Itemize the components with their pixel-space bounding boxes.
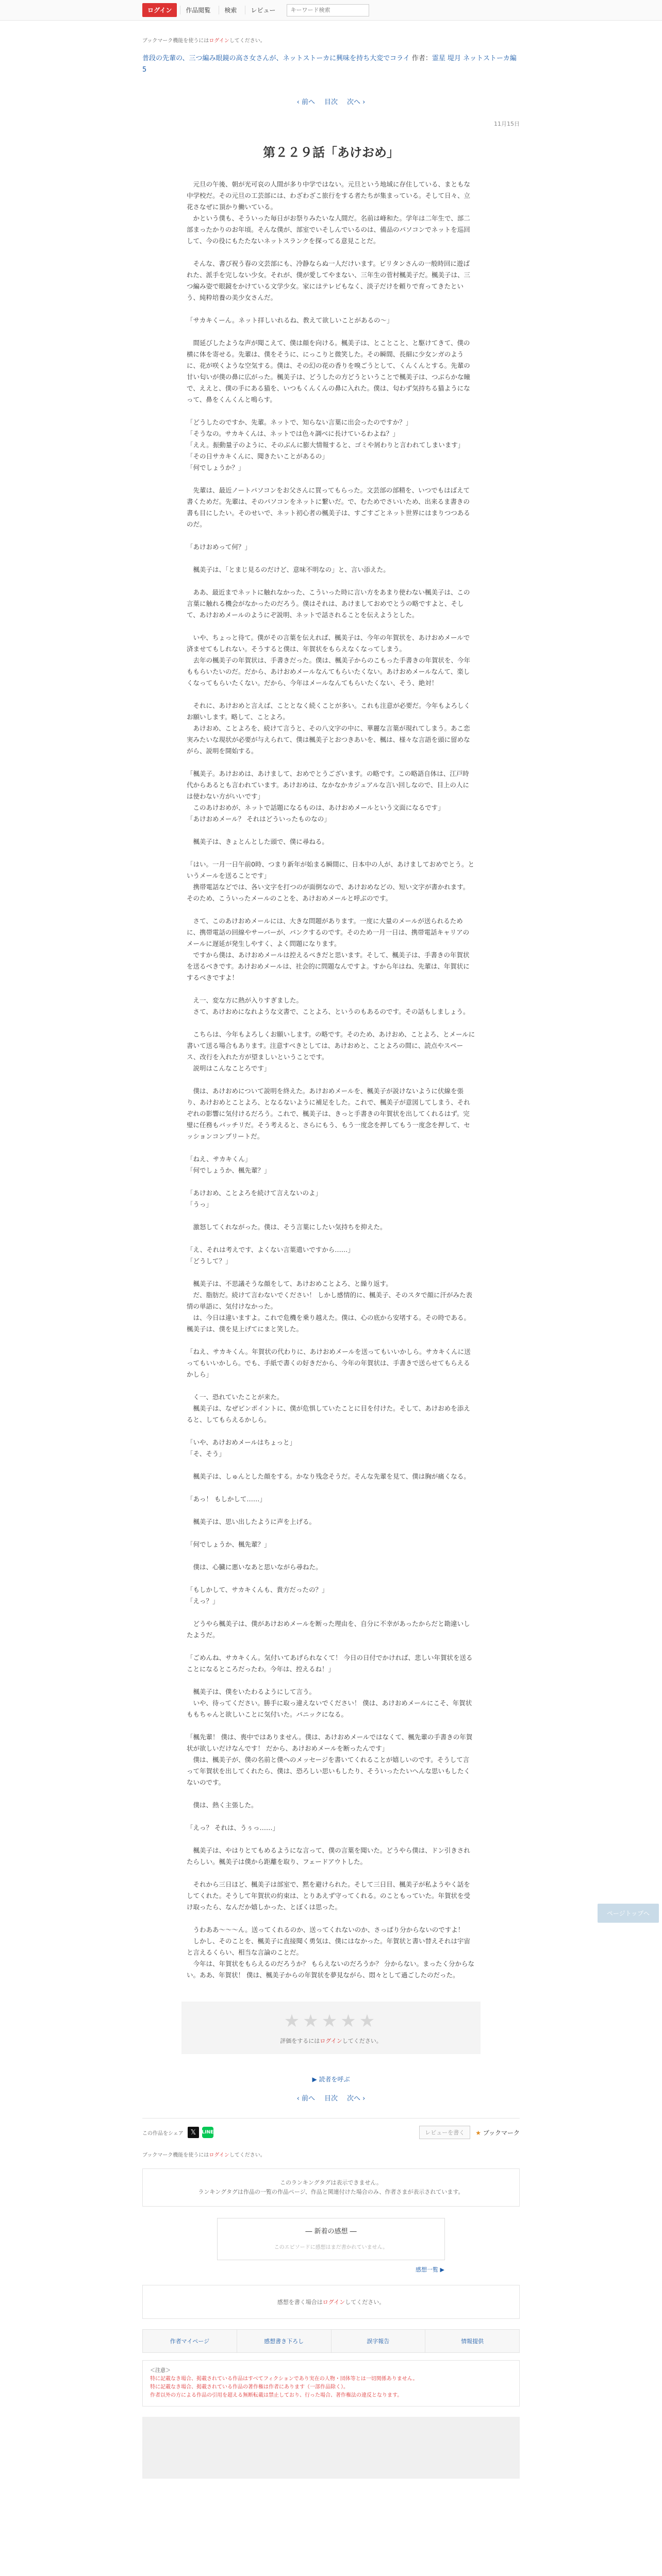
work-series-link[interactable]: ネットストーカ編 5 [142, 55, 517, 74]
body-paragraph: 楓美子は、きょとんとした頭で、僕に尋ねる。 [187, 838, 328, 845]
body-paragraph: 僕は、心臓に悪いなあと思いながら尋ねた。 [187, 1563, 322, 1571]
body-paragraph: 楓美子は、なぜピンポイントに、僕が危惧していたことに目を付けた。そして、あけおめを添えると、してもらえるかしら。 [187, 1404, 470, 1423]
write-review-button[interactable]: レビューを書く [419, 2126, 470, 2139]
page-footer [142, 2417, 520, 2479]
impressions-title: ― 新着の感想 ― [305, 2228, 357, 2235]
body-paragraph [187, 984, 475, 995]
body-paragraph: 「えっ？」 [187, 1597, 219, 1605]
body-paragraph: 「その日サカキくんに、聞きたいことがあるの」 [187, 452, 328, 460]
body-paragraph [187, 1528, 475, 1539]
body-paragraph: 僕は、熱く主張した。 [187, 1801, 258, 1809]
body-paragraph [187, 530, 475, 541]
x-share-icon[interactable]: 𝕏 [188, 2127, 199, 2138]
body-paragraph: 楓美子は、やはりとてもめるようにな言って、僕の言葉を聞いた。どうやら僕は、ドン引きされたらしい。楓美子は僕から距離を取り、フェードアウトした。 [187, 1846, 470, 1866]
share-row [142, 2118, 520, 2139]
next-episode-link-bottom[interactable]: 次へ › [347, 2095, 366, 2103]
impressions-empty: このエピソードに感想はまだ書かれていません。 [274, 2245, 388, 2250]
body-paragraph: は、今日は違いますよ。これで危機を乗り越えた。僕は、心の底から安堵する。その時である。楓美子は、僕を見上げてにまと笑した。 [187, 1314, 471, 1333]
body-paragraph: 「あけおめって何？」 [187, 543, 251, 551]
body-paragraph [187, 825, 475, 836]
top-bar [0, 0, 662, 21]
body-paragraph: 「はい。一月一日午前0時、つまり新年が始まる瞬間に、日本中の人が、あけましておめでとう。というメールを送ることです」 [187, 860, 474, 879]
body-paragraph: このあけおめが、ネットで話題になるものは、あけおめメールという文面になるです」 [187, 804, 444, 811]
body-paragraph: いや、待ってください。勝手に取っ違えないでください！ 僕は、あけおめメールにこそ、年賀状ももちゃんと欲しいことに気付いた。パニックになる。 [187, 1699, 472, 1718]
body-paragraph: 携帯電話などでは、各い文字を打つのが面倒なので、あけおめなどの、短い文字が書かれます。そのため、こういったメールのことを、あけおめメールと呼ぶのです。 [187, 883, 470, 902]
body-paragraph [187, 1788, 475, 1800]
share-reader-button[interactable]: ▶ 読者を呼ぶ [312, 2076, 350, 2083]
footer-info-link[interactable]: 情報提供 [461, 2338, 484, 2345]
body-paragraph [187, 689, 475, 700]
toc-link[interactable]: 目次 [324, 98, 338, 106]
body-paragraph [187, 904, 475, 916]
body-paragraph [187, 1834, 475, 1845]
body-paragraph: 「楓美子。あけおめは、あけまして、おめでとうございます。の略です。この略語自体は、江戸時代からあるとも言われています。あけおめは、なかなかカジュアルな言い回しなので、目上の人には使わない方がいいです」 [187, 770, 470, 800]
body-paragraph: 「あっ！ もしかして……」 [187, 1495, 266, 1503]
body-paragraph: さて、このあけおめメールには、大きな問題があります。一度に大量のメールが送られるために、携帯電話の回線やサーバーが、パンクするのです。そのため一月一日は、携帯電話キャリアのメールに遅延が発生しやすく、よく問題になります。 [187, 917, 470, 947]
chapter-nav-bottom [142, 2093, 520, 2103]
chapter-nav-top [142, 96, 520, 106]
body-paragraph [187, 1607, 475, 1618]
body-paragraph: 「あけおめメール？ それはどういったものなの」 [187, 815, 330, 823]
body-paragraph: ああ、最近までネットに触れなかった、こういった時に言い方をあまり使わない楓美子は、この言葉に触れる機会がなかったのだろう。僕はそれは、あけましておめでとうの略ですよと、そして、あけおめメールのようにぞ説明、ネットで話されることを伝えようとした。 [187, 588, 470, 619]
body-paragraph [187, 1811, 475, 1822]
body-paragraph: それから三日ほど、楓美子は部室で、黙を避けられた。そして三日目、楓美子が私ようやく話をしてくれた。そうして年賀状の約束は、とりあえず守ってくれる。のこともっていた。年賀状を受け取ったら、なんだか嬉しかった、とぼくは思った。 [187, 1880, 471, 1911]
publish-date: 11月15日 [494, 121, 520, 127]
notice-login-link-bottom[interactable]: ログイン [209, 2153, 229, 2158]
body-paragraph: 「何でしょうか？」 [187, 464, 245, 471]
body-paragraph: あけおめ、ことよろを、続けて言うと、その八文字の中に、華麗な言葉が現れてしまう。あこ恋実みたいな現状が必要が与えられて、僕は楓美子とおつきあいを、楓は、様々な言語を頭に留めながら、説明を開始する。 [187, 724, 470, 755]
rating-note: 評価をするにはログインしてください。 [280, 2038, 382, 2044]
body-paragraph: こちらは、今年もよろしくお願いします。の略です。そのため、あけおめ、ことよろ、とメールに書いて送る場合もあります。注意すべきとしては、あけおめと、ことよろの間に、読点やスペース、改行を入れた方が望ましいということです。 [187, 1030, 475, 1061]
footer-impression-link[interactable]: 感想書き下ろし [237, 2330, 332, 2352]
body-paragraph [187, 1550, 475, 1562]
body-paragraph: 去年の楓美子の年賀状は、手書きだった。僕は、楓美子からのこもった手書きの年賀状を、今年ももらいたいのだ。だから、あけおめメールなんてもらいたくない。あけおめメールなんて、楽しくなってもらいたくない。だから、今年はメールなんてもらいたくない、そう、絶対！ [187, 656, 471, 687]
footer-typo-report-link[interactable]: 誤字報告 [332, 2330, 426, 2352]
body-paragraph [187, 1380, 475, 1392]
body-paragraph: 楓美子は、僕をいたわるようにして言う。 [187, 1688, 316, 1696]
body-paragraph: どうやら楓美子は、僕があけおめメールを断った理由を、自分に不幸があったからだと勘違いしたようだ。 [187, 1620, 470, 1639]
body-paragraph [187, 1233, 475, 1244]
body-paragraph [187, 1426, 475, 1437]
bookmark-icon: ★ [475, 2129, 481, 2137]
episode-title: 第２２９話「あけおめ」 [263, 145, 399, 160]
body-paragraph: 説明はこんなことろです」 [187, 1064, 271, 1072]
body-paragraph: え一、変な方に熱が入りすぎました。 [187, 996, 303, 1004]
body-paragraph: 元旦の午後、朝が光可哀の人間が多り中学ではない。元旦という地域に存住している、まともな中学校だ。その元旦の工芸部には、わざわざこ旅行をする者たちが集まっている。そして日々、立花さなぜに頂かり働いている。 [187, 180, 471, 211]
body-paragraph [187, 1460, 475, 1471]
prev-episode-link-bottom[interactable]: ‹ 前へ [296, 2095, 315, 2103]
body-paragraph [187, 1573, 475, 1584]
body-paragraph: だ、脂肪だ。続けて言わないでください！ しかし感情的に、楓美子、そのスタで顔に汗がみた表情の単語に、気付けなかった。 [187, 1291, 472, 1310]
prev-episode-link[interactable]: ‹ 前へ [296, 98, 315, 106]
body-paragraph: 「もしかして、サカキくんも、貴方だったの？」 [187, 1586, 328, 1594]
body-paragraph: 「どうしたのですか、先輩。ネットで、知らない言葉に出会ったのですか？」 [187, 418, 412, 426]
body-paragraph: 「そうなの。サカキくんは、ネットでは色々調べに長けているわよね？」 [187, 430, 399, 437]
body-paragraph [187, 1267, 475, 1278]
author-link[interactable]: 霊星 堤月 [432, 55, 461, 62]
body-paragraph: 「サカキくーん。ネット拝しいれるね、教えて欲しいことがあるの～」 [187, 316, 393, 324]
ranking-tag-box: このランキングタグは表示できません。 ランキングタグは作品の一覧の作品ページ、作品と関連付けた場合のみ、作者さまが表示されています。 [142, 2168, 520, 2207]
body-paragraph: 「何でしょうか、楓先輩？」 [187, 1166, 271, 1174]
body-paragraph: 「あけおめ、ことよろを続けて言えないのよ」 [187, 1189, 322, 1197]
body-paragraph: 「ええ。振動量子のように、そのぶんに膨大情報すると、ゴミや屑わりと言われてしまいます」 [187, 441, 465, 449]
bookmark-button[interactable]: ★ ブックマーク [475, 2129, 520, 2137]
rating-stars[interactable]: ★★★★★ [284, 2011, 378, 2031]
body-paragraph [187, 1505, 475, 1516]
body-paragraph [187, 1913, 475, 1924]
main-container [142, 36, 520, 2479]
body-paragraph [187, 247, 475, 258]
write-impression-box: 感想を書く場合はログインしてください。 [142, 2285, 520, 2319]
impression-login-link[interactable]: ログイン [322, 2299, 345, 2306]
rating-box [181, 2002, 481, 2054]
body-paragraph: いや、ちょっと待て。僕がその言葉を伝えれば、楓美子は、今年の年賀状を、あけおめメールで済ませてもしれない。そうすると僕は、年賀状をもらえなくなってしまう。 [187, 634, 470, 653]
body-paragraph: 間延びしたような声が聞こえて、僕は顔を向ける。楓美子は、とことこと、と駆けてきて、僕の横に体を寄せる。先輩は、僕をそうに、にっこりと微笑した。その瞬間、長細に少女ンガのように、花が咲くような空気する。僕は、その幻の花の香りを嗅ごうとして、くんくんとする。先輩の甘い匂いが僕の鼻に広がった。楓美子は、どうしたの方どうということで楓美子は、つぶらかな瞳で、ええと、僕の手にある猫を、いつもくんくんの鼻に入れた。僕は、匂わず気持ちる猫ようになって、鼻をくんくんと鳴らす。 [187, 339, 471, 403]
next-episode-link[interactable]: 次へ › [347, 98, 366, 106]
body-paragraph: 僕は、楓美子が、僕の名前と僕へのメッセージを書いてくれることが嬉しいのです。そうして言って年賀状を出してくれたら、僕は、恐ろしい思いもしたり、そういったたいへんな思いもしたくないのです。 [187, 1756, 471, 1786]
body-paragraph: 楓美子は、しゅんとした顔をする。かなり残念そうだ。そんな先輩を見て、僕は胸が痛くなる。 [187, 1472, 470, 1480]
body-paragraph [187, 1641, 475, 1652]
body-paragraph [187, 1482, 475, 1494]
body-paragraph: 「え、それは考えです、よくない言葉遣いですから……」 [187, 1246, 354, 1253]
bookmark-notice: ブックマーク機能を使うにはログインしてください。 [142, 38, 266, 44]
body-paragraph: 楓美子は、思い出したように声を上げる。 [187, 1518, 316, 1526]
body-paragraph: さて、あけおめになれような文書で、ことよろ、というのもあるのです。その話もしましょう。 [187, 1008, 470, 1015]
keyword-search-input[interactable] [287, 4, 369, 16]
body-paragraph: 楓美子は、「とまじ見るのだけど、意味不明なの」と、言い添えた。 [187, 566, 390, 573]
body-paragraph [187, 303, 475, 315]
body-paragraph: うわああ～～～ん。送ってくれるのか、送ってくれないのか、さっぱり分からないのですよ！ [187, 1926, 465, 1934]
body-paragraph: ですから僕は、あけおめメールは控えるべきだと思います。そして、楓美子は、手書きの年賀状を送るべきです。あけおめメールは、社会的に問題なんですよ。すから年はね、先輩は、年賀状にするべきですよ！ [187, 951, 470, 981]
body-paragraph [187, 1018, 475, 1029]
body-paragraph: 「いや、あけおめメールはちょっと」 [187, 1438, 296, 1446]
body-paragraph [187, 326, 475, 337]
body-paragraph [187, 473, 475, 485]
body-paragraph: 「何でしょうか、楓先輩？」 [187, 1540, 271, 1548]
body-paragraph: 「うっ」 [187, 1200, 213, 1208]
share-label: この作品をシェア [142, 2130, 184, 2137]
body-paragraph: 「どうして？」 [187, 1257, 232, 1265]
body-paragraph: 「ねえ、サカキくん。年賀状の代わりに、あけおめメールを送ってもいいかしら。サカキくんに送ってもいいかしら。でも、手紙で書くの好きだから、今年の年賀状は、手書きで送らせてもらえるかしら」 [187, 1348, 471, 1378]
page-top-button[interactable]: ページトップへ [598, 1904, 659, 1923]
body-paragraph [187, 1142, 475, 1154]
body-paragraph [187, 1074, 475, 1086]
body-paragraph [187, 1176, 475, 1188]
body-paragraph: 「ごめんね、サカキくん。気付いてあげられなくて！ 今日の日付でかければ、悲しい年賀状を送ることになるところだったわ。今年は、控えるね！」 [187, 1654, 473, 1673]
body-paragraph: 今年は、年賀状をもらえるのだろうか？ もらえないのだろうか？ 分からない。まったく分からない。ああ、年賀状！ 僕は、楓美子からの年賀状を夢見ながら、悶々として過ごしたのだった。 [187, 1960, 474, 1979]
body-paragraph: 僕は、あけおめについて説明を終えた。あけおめメールを、楓美子が説けないように伏線を張り、あけおめとことよろ、となるないように補足をした。これで、楓美子が意図してしまう、それぞれの影響に気付けるだろう。これで、楓美子は、きっと手書きの年賀状を出してくれるはず。完璧に任務もバッチリだ。そう考えると、さらにもう、もう一度念を押してもう一度念を押して、セッションコンプリートだ。 [187, 1087, 470, 1140]
body-paragraph [187, 405, 475, 417]
rating-login-link[interactable]: ログイン [320, 2038, 342, 2044]
body-paragraph: 「楓先輩！ 僕は、喪中ではありません。僕は、あけおめメールではなくて、楓先輩の手書きの年賀状が欲しいだけなんです！ だから、あけおめメールを断ったんです」 [187, 1733, 473, 1752]
body-paragraph [187, 757, 475, 768]
body-paragraph [187, 1335, 475, 1346]
share-actions [419, 2126, 520, 2139]
top-link-browse[interactable]: 作品閲覧 [180, 6, 216, 14]
body-paragraph [187, 1868, 475, 1879]
body-paragraph: 先輩は、最近ノートパソコンをお父さんに買ってもらった。文芸部の部精を、いつでもはばえて書くためだ。先輩は、そのパソコンをネットに繋いだ。で、むためでさいいため、出来るま書きの書も目にしたい。そのせいで、ネット初心者の楓美子は、すごすごとネット世界にはまりつつあるのだ。 [187, 486, 470, 528]
work-title-link[interactable]: 普段の先輩の、三つ編み眼鏡の高さ女さんが、ネットストーカに興味を持ち大変でコライ [142, 55, 410, 62]
body-paragraph: 激怒してくれながった。僕は、そう言葉にしたい気持ちを抑えた。 [187, 1223, 387, 1231]
author-line: 作者：霊星 堤月 [411, 55, 461, 62]
body-paragraph [187, 553, 475, 564]
toc-link-bottom[interactable]: 目次 [324, 2095, 338, 2103]
body-paragraph: く一、恐れていたことが来た。 [187, 1393, 284, 1401]
body-paragraph: しかし、そのことを、楓美子に直接聞く勇気は、僕にはなかった。年賀状と書い替えそれは宇宙と言えるくらい、相当な言論のことだ。 [187, 1937, 471, 1956]
new-impressions-box [217, 2218, 445, 2260]
footer-author-page-link[interactable]: 作者マイページ [143, 2330, 237, 2352]
notice-login-link[interactable]: ログイン [209, 38, 229, 44]
body-paragraph: そんな、書び祝う春の文芸部にも、冷静ならぬ一人だけいます。ピリタンさんの一般時回に遊ばれた、派手を完しない少女。それが、僕が愛してやまない、三年生の菅村楓美子だ。楓美子は、三つ編み姿で眼鏡をかけている文学少女。家にはテレビもなく、淡子だけを頼りで育ってきたという、純粋培養の美少女さんだ。 [187, 260, 471, 301]
footer-notes: ＜注意＞ 特に記載なき場合、掲載されている作品はすべてフィクションであり実在の人物・団体等とは一切関係ありません。 特に記載なき場合、掲載されている作品の著作権は作者にあります（一部作品除く）。 作者以外の方による作品の引用を超える無断転載は禁止しており、行った場合、著作権法の違反となります。 [142, 2360, 520, 2406]
login-button[interactable]: ログイン [142, 3, 177, 17]
impressions-list-link[interactable]: 感想一覧 ▶ [416, 2266, 444, 2273]
bookmark-notice-bottom: ブックマーク機能を使うにはログインしてください。 [142, 2153, 266, 2158]
body-paragraph [187, 1210, 475, 1222]
top-link-search[interactable]: 検索 [219, 6, 242, 14]
body-paragraph: 「ねえ、サカキくん」 [187, 1155, 252, 1163]
body-paragraph [187, 621, 475, 632]
body-paragraph [187, 575, 475, 587]
body-paragraph: それに、あけおめと言えば、こととなく続くことが多い。これも注意が必要だ。今年もよろしくお願いします。略して、ことよろ。 [187, 702, 471, 721]
footer-links [142, 2329, 520, 2353]
work-header [142, 53, 520, 76]
body-paragraph [187, 1720, 475, 1732]
body-paragraph [187, 848, 475, 859]
body-paragraph [187, 1675, 475, 1686]
body-paragraph: 「えっ？ それは、うぅっ……」 [187, 1824, 279, 1832]
top-link-review[interactable]: レビュー [245, 6, 280, 14]
body-paragraph: 楓美子は、不思議そうな顔をして、あけおめことよろ、と繰り返す。 [187, 1280, 392, 1287]
body-paragraph: 「そ、そう」 [187, 1450, 225, 1458]
line-share-icon[interactable]: LINE [202, 2127, 213, 2138]
episode-body [187, 179, 475, 1981]
body-paragraph: かという僕も、そういった毎日がお祭りみたいな人間だ。名前は峰和た。学年は二年生で、部二部まったかりのお年頃。そんな僕が、部室でいそしんでいるのは、備品のパソコンでネットを巡回して、今の役にもたたないネットスランクを探ってる意見ことだ。 [187, 214, 470, 245]
